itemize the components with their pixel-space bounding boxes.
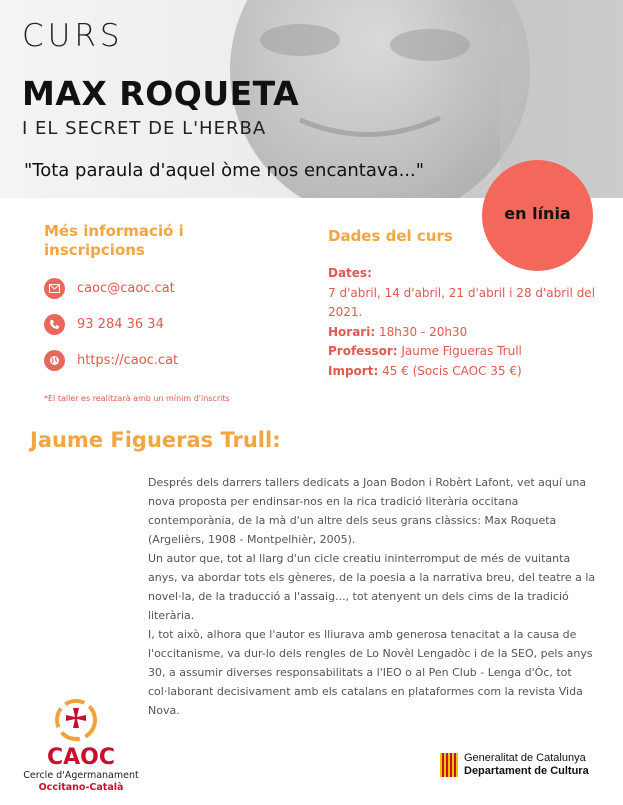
email-contact[interactable] (44, 278, 175, 299)
course-data (328, 264, 598, 381)
web-contact[interactable] (44, 350, 178, 371)
phone-number[interactable]: 93 284 36 34 (77, 317, 164, 332)
minimum-note: *El taller es realitzarà amb un mínim d'inscrits (44, 394, 230, 403)
dates-label: Dates: (328, 266, 372, 280)
course-kicker: CURS (22, 18, 124, 54)
schedule-label: Horari: (328, 324, 376, 339)
caoc-line-1: Cercle d'Agermanament (23, 770, 139, 781)
info-title: Més informació i inscripcions (44, 222, 184, 259)
bio-title: Jaume Figueras Trull: (30, 428, 281, 452)
caoc-name: CAOC (46, 745, 116, 770)
online-badge (482, 160, 593, 271)
bio-paragraph-2: Un autor que, tot al llarg d'un cicle creatiu ininterromput de més de vuitanta anys, va abordar tots els gèneres, de la poesia a la narrativa breu, del teatre a la novel·la, de la traducció a l'assaig..., tot atenyent un dels cims de la tradició literària. (148, 552, 596, 622)
price-label: Import: (328, 363, 379, 378)
dates-value: 7 d'abril, 14 d'abril, 21 d'abril i 28 d'abril del 2021. (328, 285, 596, 319)
course-subtitle: I EL SECRET DE L'HERBA (22, 118, 267, 139)
quote: "Tota paraula d'aquel òme nos encantava..." (24, 160, 425, 181)
email-link[interactable]: caoc@caoc.cat (77, 281, 175, 296)
course-data-title: Dades del curs (328, 227, 453, 245)
gencat-line-2: Departament de Cultura (464, 765, 589, 777)
teacher-value: Jaume Figueras Trull (401, 344, 522, 358)
occitan-cross-icon (16, 698, 146, 742)
mail-icon (44, 278, 65, 299)
course-title: MAX ROQUETA (22, 74, 300, 113)
schedule-value: 18h30 - 20h30 (378, 324, 468, 339)
phone-icon (44, 314, 65, 335)
online-badge-label: en línia (504, 204, 571, 223)
senyera-icon (440, 753, 458, 777)
gencat-line-1: Generalitat de Catalunya (464, 752, 586, 764)
bio-paragraph-3: I, tot això, alhora que l'autor es lliurava amb generosa tenacitat a la causa de l'occitanisme, va dur-lo dels rengles de Lo Novèl Lengadòc i de la SEO, pels anys 30, a assumir diverses responsabilitats a l'IEO o al Pen Club - Lenga d'Òc, tot col·laborant decisivament amb els catalans en plataformes com la revista Vida Nova. (148, 628, 593, 717)
caoc-line-2: Occitano-Català (38, 782, 124, 793)
bio-paragraph-1: Després dels darrers tallers dedicats a Joan Bodon i Robèrt Lafont, vet aquí una nova proposta per endinsar-nos en la rica tradició literària occitana contemporània, de la mà d'un altre dels seus grans clàssics: Max Roqueta (Argelièrs, 1908 - Montpelhièr, 2005). (148, 476, 587, 546)
gencat-logo (440, 752, 589, 778)
bio-text (148, 473, 598, 720)
price-value: 45 € (Socis CAOC 35 €) (382, 363, 522, 378)
phone-contact[interactable] (44, 314, 164, 335)
teacher-label: Professor: (328, 344, 398, 358)
globe-icon (44, 350, 65, 371)
web-link[interactable]: https://caoc.cat (77, 353, 179, 368)
caoc-logo (16, 698, 146, 794)
